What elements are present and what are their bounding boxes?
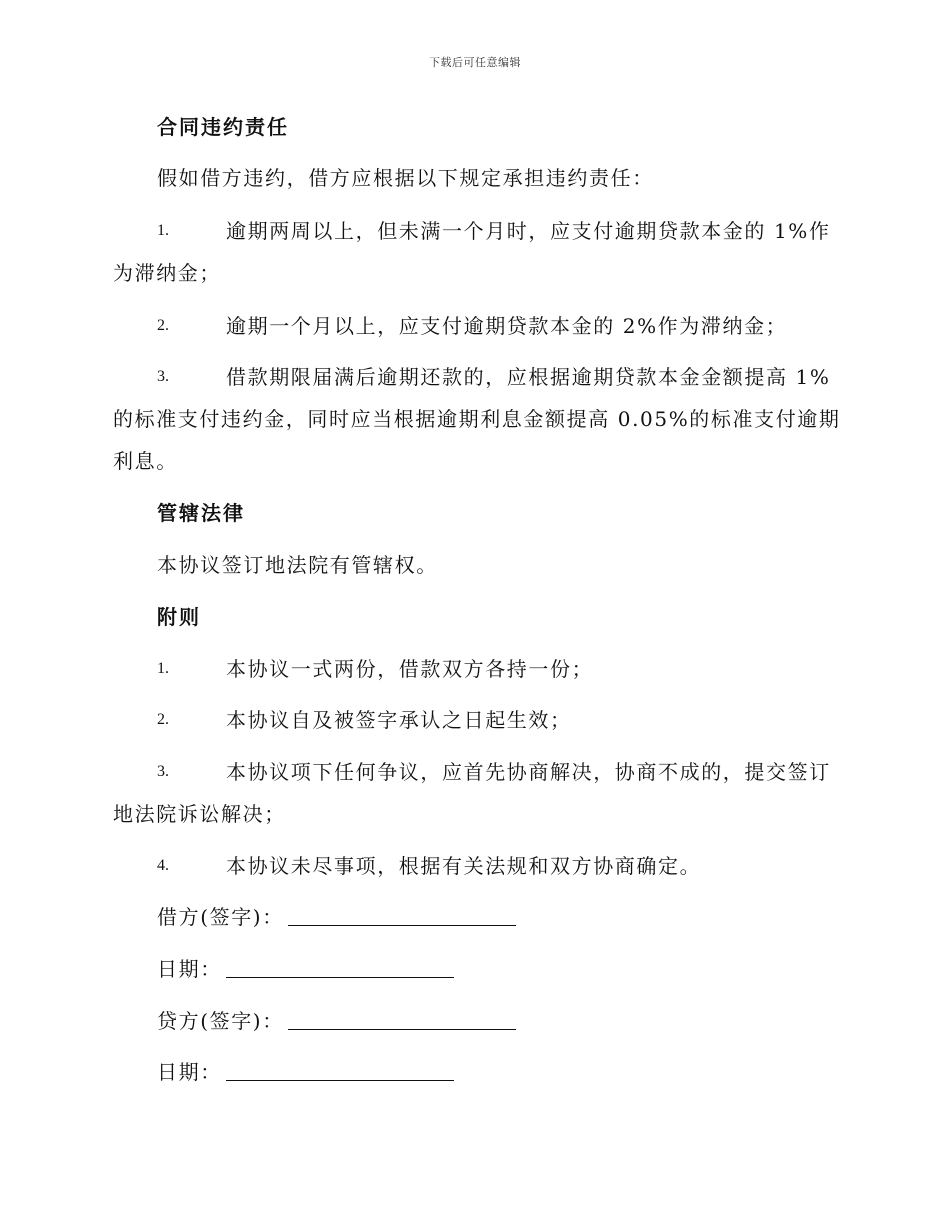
borrower-date-row <box>157 956 454 982</box>
lender-date-row <box>157 1059 454 1085</box>
lender-date-field[interactable] <box>226 1060 454 1081</box>
lender-date-label: 日期： <box>157 1060 222 1084</box>
breach-item-2-line-1: 逾期一个月以上，应支付逾期贷款本金的 2%作为滞纳金； <box>226 314 788 338</box>
supplementary-item-3-number: 3. <box>157 763 169 780</box>
supplementary-item-4-line-1: 本协议未尽事项，根据有关法规和双方协商确定。 <box>226 854 702 878</box>
lender-signature-field[interactable] <box>288 1009 516 1030</box>
supplementary-item-4-number: 4. <box>157 857 169 874</box>
borrower-date-field[interactable] <box>226 957 454 978</box>
borrower-date-label: 日期： <box>157 957 222 981</box>
supplementary-item-3-line-1: 本协议项下任何争议，应首先协商解决，协商不成的，提交签订 <box>226 760 831 784</box>
section-heading-breach: 合同违约责任 <box>157 115 289 139</box>
lender-signature-label: 贷方(签字)： <box>157 1009 284 1033</box>
breach-item-1-line-1: 逾期两周以上，但未满一个月时，应支付逾期贷款本金的 1%作 <box>226 219 831 243</box>
breach-item-3-line-1: 借款期限届满后逾期还款的，应根据逾期贷款本金金额提高 1% <box>226 365 831 389</box>
borrower-signature-label: 借方(签字)： <box>157 905 284 929</box>
lender-signature-row <box>157 1008 516 1034</box>
breach-item-2-number: 2. <box>157 317 169 334</box>
section-heading-jurisdiction: 管辖法律 <box>157 501 245 525</box>
supplementary-item-3-line-2: 地法院诉讼解决； <box>113 802 286 826</box>
breach-item-3-line-2: 的标准支付违约金，同时应当根据逾期利息金额提高 0.05%的标准支付逾期 <box>113 407 841 431</box>
breach-intro: 假如借方违约，借方应根据以下规定承担违约责任： <box>157 166 654 190</box>
breach-item-3-line-3: 利息。 <box>113 449 178 473</box>
breach-item-1-number: 1. <box>157 222 169 239</box>
borrower-signature-row <box>157 904 516 930</box>
breach-item-3-number: 3. <box>157 368 169 385</box>
supplementary-item-2-number: 2. <box>157 711 169 728</box>
supplementary-item-2-line-1: 本协议自及被签字承认之日起生效； <box>226 708 572 732</box>
section-heading-supplementary: 附则 <box>157 605 201 629</box>
supplementary-item-1-number: 1. <box>157 660 169 677</box>
breach-item-1-line-2: 为滞纳金； <box>113 261 221 285</box>
supplementary-item-1-line-1: 本协议一式两份，借款双方各持一份； <box>226 657 594 681</box>
borrower-signature-field[interactable] <box>288 905 516 926</box>
jurisdiction-body: 本协议签订地法院有管辖权。 <box>157 553 438 577</box>
page-header-note: 下载后可任意编辑 <box>429 56 521 69</box>
